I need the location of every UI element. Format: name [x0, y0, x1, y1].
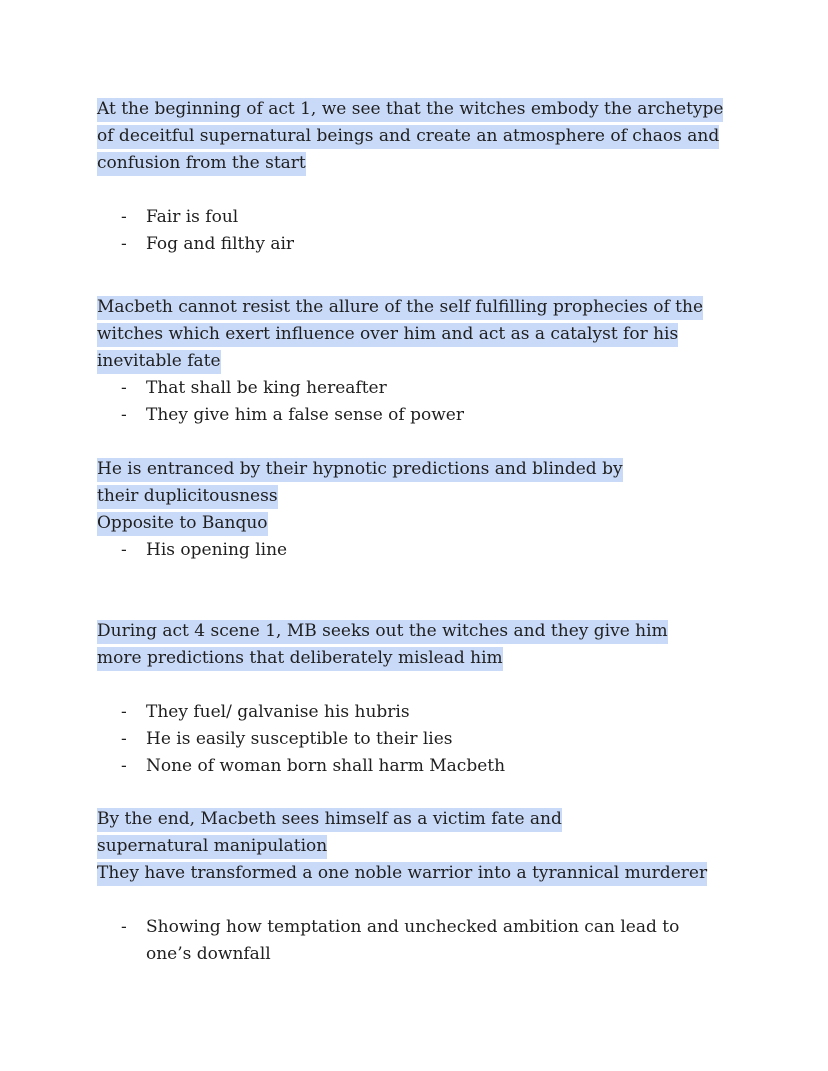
- paragraph: [97, 806, 657, 860]
- section-act-four: [97, 618, 737, 672]
- dash-bullet-icon: -: [121, 729, 127, 749]
- paragraph: [97, 456, 637, 510]
- section-entranced: [97, 456, 737, 537]
- dash-bullet-icon: -: [121, 378, 127, 398]
- paragraph: [97, 618, 677, 672]
- bullet-list: [97, 914, 737, 968]
- list-item: - None of woman born shall harm Macbeth: [97, 753, 737, 780]
- list-item: - Showing how temptation and unchecked ambition can lead to one’s downfall: [97, 914, 706, 968]
- paragraph: [97, 294, 717, 375]
- highlighted-text: At the beginning of act 1, we see that the witches embody the archetype of deceitful supernatural beings and create an atmosphere of chaos and confusion from the start: [97, 98, 723, 176]
- dash-bullet-icon: -: [121, 917, 127, 937]
- paragraph: [97, 860, 737, 887]
- section-prophecies: [97, 294, 737, 375]
- bullet-list: [97, 375, 737, 429]
- bullet-list: [97, 537, 737, 564]
- list-item: - They fuel/ galvanise his hubris: [97, 699, 737, 726]
- list-item: - They give him a false sense of power: [97, 402, 737, 429]
- dash-bullet-icon: -: [121, 207, 127, 227]
- list-item: - That shall be king hereafter: [97, 375, 737, 402]
- dash-bullet-icon: -: [121, 540, 127, 560]
- bullet-list: [97, 699, 737, 780]
- dash-bullet-icon: -: [121, 405, 127, 425]
- list-item: - Fair is foul: [97, 204, 737, 231]
- paragraph: [97, 510, 737, 537]
- list-item: - His opening line: [97, 537, 737, 564]
- paragraph: [97, 96, 729, 177]
- list-item: - He is easily susceptible to their lies: [97, 726, 737, 753]
- dash-bullet-icon: -: [121, 756, 127, 776]
- section-witches-intro: [97, 96, 737, 177]
- highlighted-text: During act 4 scene 1, MB seeks out the witches and they give him more predictions that deliberately mislead him: [97, 620, 668, 671]
- highlighted-text: They have transformed a one noble warrior into a tyrannical murderer: [97, 862, 707, 886]
- section-the-end: [97, 806, 737, 887]
- highlighted-text: By the end, Macbeth sees himself as a victim fate and supernatural manipulation: [97, 808, 562, 859]
- highlighted-text: He is entranced by their hypnotic predictions and blinded by their duplicitousness: [97, 458, 623, 509]
- list-item: - Fog and filthy air: [97, 231, 737, 258]
- highlighted-text: Opposite to Banquo: [97, 512, 268, 536]
- dash-bullet-icon: -: [121, 234, 127, 254]
- highlighted-text: Macbeth cannot resist the allure of the self fulfilling prophecies of the witches which exert influence over him and act as a catalyst for his inevitable fate: [97, 296, 703, 374]
- bullet-list: [97, 204, 737, 258]
- dash-bullet-icon: -: [121, 702, 127, 722]
